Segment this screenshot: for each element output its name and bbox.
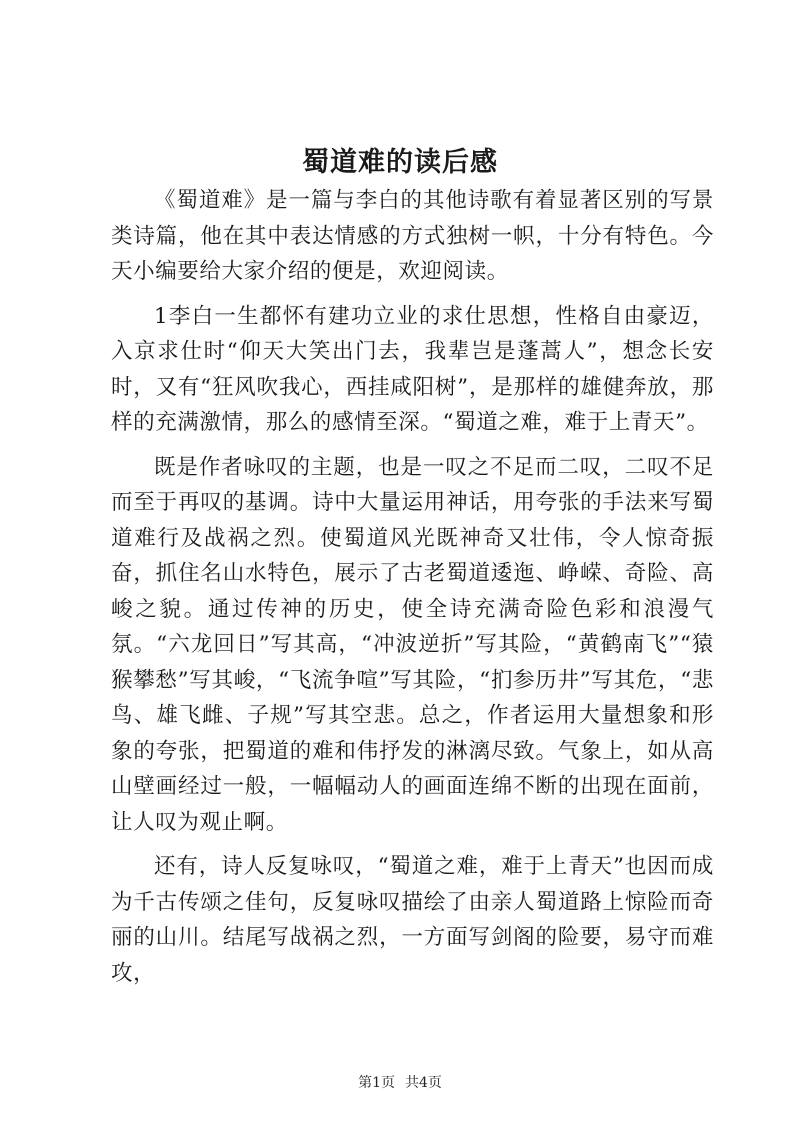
- page-total: 共4页: [405, 1075, 442, 1091]
- paragraph-3: 还有，诗人反复咏叹，“蜀道之难，难于上青天”也因而成为千古传颂之佳句，反复咏叹描绘了由亲人蜀道路上惊险而奇丽的山川。结尾写战祸之烈，一方面写剑阁的险要，易守而难攻，: [111, 854, 714, 986]
- document-body: [111, 183, 714, 1000]
- page-footer: [0, 1072, 800, 1092]
- page-number: 第1页: [358, 1075, 395, 1091]
- document-title: 蜀道难的读后感: [302, 147, 498, 178]
- paragraph-2: 既是作者咏叹的主题，也是一叹之不足而二叹，二叹不足而至于再叹的基调。诗中大量运用神话，用夸张的手法来写蜀道难行及战祸之烈。使蜀道风光既神奇又壮伟，令人惊奇振奋，抓住名山水特色，展示了古老蜀道逶迤、峥嵘、奇险、高峻之貌。通过传神的历史，使全诗充满奇险色彩和浪漫气氛。“六龙回日”写其高，“冲波逆折”写其险，“黄鹤南飞”“猿猴攀愁”写其峻，“飞流争喧”写其险，“扪参历井”写其危，“悲鸟、雄飞雌、子规”写其空悲。总之，作者运用大量想象和形象的夸张，把蜀道的难和伟抒发的淋漓尽致。气象上，如从高山壁画经过一般，一幅幅动人的画面连绵不断的出现在面前，让人叹为观止啊。: [111, 454, 714, 835]
- paragraph-1: 1李白一生都怀有建功立业的求仕思想，性格自由豪迈，入京求仕时“仰天大笑出门去，我辈岂是蓬蒿人”，想念长安时，又有“狂风吹我心，西挂咸阳树”，是那样的雄健奔放，那样的充满激情，那么的感情至深。“蜀道之难，难于上青天”。: [111, 303, 714, 435]
- paragraph-intro: 《蜀道难》是一篇与李白的其他诗歌有着显著区别的写景类诗篇，他在其中表达情感的方式独树一帜，十分有特色。今天小编要给大家介绍的便是，欢迎阅读。: [111, 188, 714, 284]
